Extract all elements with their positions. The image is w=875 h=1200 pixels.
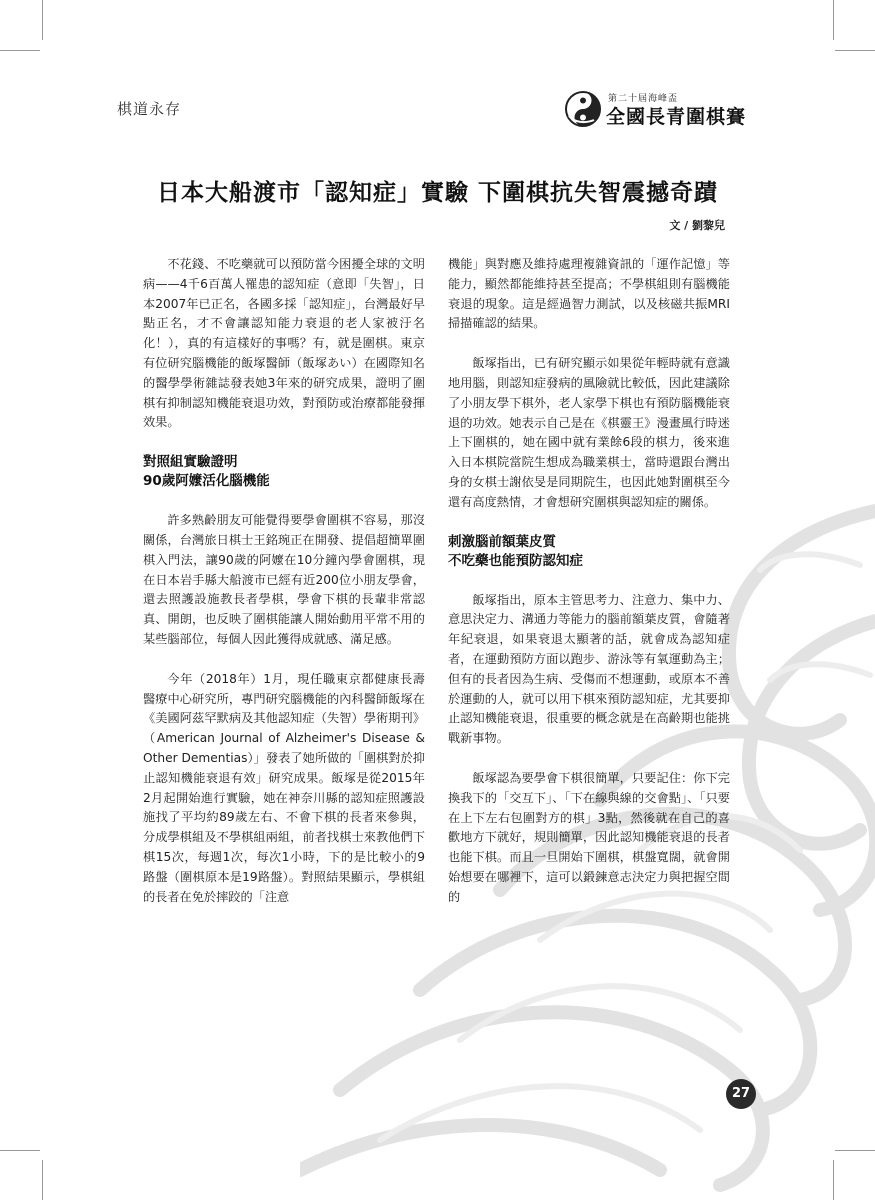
page-number: 27 <box>726 1079 756 1109</box>
logo-edition-text: 第二十屆海峰盃 <box>608 94 679 104</box>
paragraph: 不花錢、不吃藥就可以預防當今困擾全球的文明病——4千6百萬人罹患的認知症（意即「失智」，日本2007年已正名，各國多採「認知症」，台灣最好早點正名，才不會讓認知能力衰退的老人家被汙名化！），真的有這樣好的事嗎？有，就是圍棋。東京有位研究腦機能的飯塚醫師（飯塚あい）在國際知名的醫學學術雜誌發表她3年來的研究成果，證明了圍棋有抑制認知機能衰退功效，對預防或治療都能發揮效果。 <box>143 257 425 430</box>
go-stones-swirl-icon <box>564 90 602 128</box>
paragraph: 飯塚指出，原本主管思考力、注意力、集中力、意思決定力、溝通力等能力的腦前額葉皮質，會隨著年紀衰退，如果衰退太顯著的話，就會成為認知症者，在運動預防方面以跑步、游泳等有氧運動為主；但有的長者因為生病、受傷而不想運動，或原本不善於運動的人，就可以用下棋來預防認知症，尤其要抑止認知機能衰退，很重要的概念就是在高齡期也能挑戰新事物。 <box>448 592 730 746</box>
logo-tournament-name: 全國長青圍棋賽 <box>606 106 747 128</box>
subheading <box>143 453 425 491</box>
right-column <box>448 255 730 908</box>
crop-mark-top-right-v <box>833 0 834 40</box>
crop-mark-top-left-v <box>42 0 43 40</box>
left-column <box>143 255 425 907</box>
paragraph: 今年（2018年）1月，現任職東京都健康長壽醫療中心研究所，專門研究腦機能的內科醫師飯塚在《美國阿茲罕默病及其他認知症（失智）學術期刊》（American Journal of Alzheimer's Disease & Other Dementias）」發表了她所做的「圍棋對於抑止認知機能衰退有效」研究成果。飯塚是從2015年2月起開始進行實驗，她在神奈川縣的認知症照護設施找了平均約89歲左右、不會下棋的長者來參與，分成學棋組及不學棋組兩組，前者找棋士來教他們下棋15次，每週1次，每次1小時，下的是比較小的9路盤（圍棋原本是19路盤）。對照結果顯示，學棋組的長者在免於摔跤的「注意 <box>143 671 425 904</box>
subheading-line: 對照組實驗證明 <box>143 454 238 471</box>
subheading-line: 不吃藥也能預防認知症 <box>448 552 583 569</box>
crop-mark-top-left-h <box>0 50 40 51</box>
crop-mark-bottom-left-v <box>42 1160 43 1200</box>
tournament-logo <box>560 88 760 132</box>
paragraph: 飯塚認為要學會下棋很簡單，只要記住：你下完換我下的「交互下」、「下在線與線的交會點」、「只要在上下左右包圍對方的棋」3點，然後就在自己的喜歡地方下就好，規則簡單，因此認知機能衰退的長者也能下棋。而且一旦開始下圍棋，棋盤寬闊，就會開始想要在哪裡下，這可以鍛鍊意志決定力與把握空間的 <box>448 770 730 904</box>
subheading-line: 刺激腦前額葉皮質 <box>448 533 556 550</box>
article-byline: 文 / 劉黎兒 <box>669 219 725 232</box>
subheading <box>448 533 730 571</box>
crop-mark-bottom-left-h <box>0 1150 40 1151</box>
paragraph: 飯塚指出，已有研究顯示如果從年輕時就有意識地用腦，則認知症發病的風險就比較低，因此建議除了小朋友學下棋外，老人家學下棋也有預防腦機能衰退的功效。她表示自己是在《棋靈王》漫畫風行時迷上下圍棋的，她在國中就有業餘6段的棋力，後來進入日本棋院當院生想成為職業棋士，當時還跟台灣出身的女棋士謝依旻是同期院生，也因此她對圍棋至今還有高度熱情，才會想研究圍棋與認知症的關係。 <box>448 356 730 509</box>
article-title: 日本大船渡市「認知症」實驗 下圍棋抗失智震撼奇蹟 <box>156 180 718 206</box>
section-label: 棋道永存 <box>117 100 182 118</box>
crop-mark-top-right-h <box>835 50 875 51</box>
paragraph: 機能」與對應及維持處理複雜資訊的「運作記憶」等能力，顯然都能維持甚至提高；不學棋組則有腦機能衰退的現象。這是經過智力測試，以及核磁共振MRI掃描確認的結果。 <box>448 257 730 331</box>
subheading-line: 90歲阿嬤活化腦機能 <box>143 473 270 490</box>
paragraph: 許多熟齡朋友可能覺得要學會圍棋不容易，那沒關係，台灣旅日棋士王銘琬正在開發、提倡超簡單圍棋入門法，讓90歲的阿嬤在10分鐘內學會圍棋，現在日本岩手縣大船渡市已經有近200位小朋友學會，還去照護設施教長者學棋，學會下棋的長輩非常認真、開朗，也反映了圍棋能讓人開始動用平常不用的某些腦部位，每個人因此獲得成就感、滿足感。 <box>143 513 425 646</box>
